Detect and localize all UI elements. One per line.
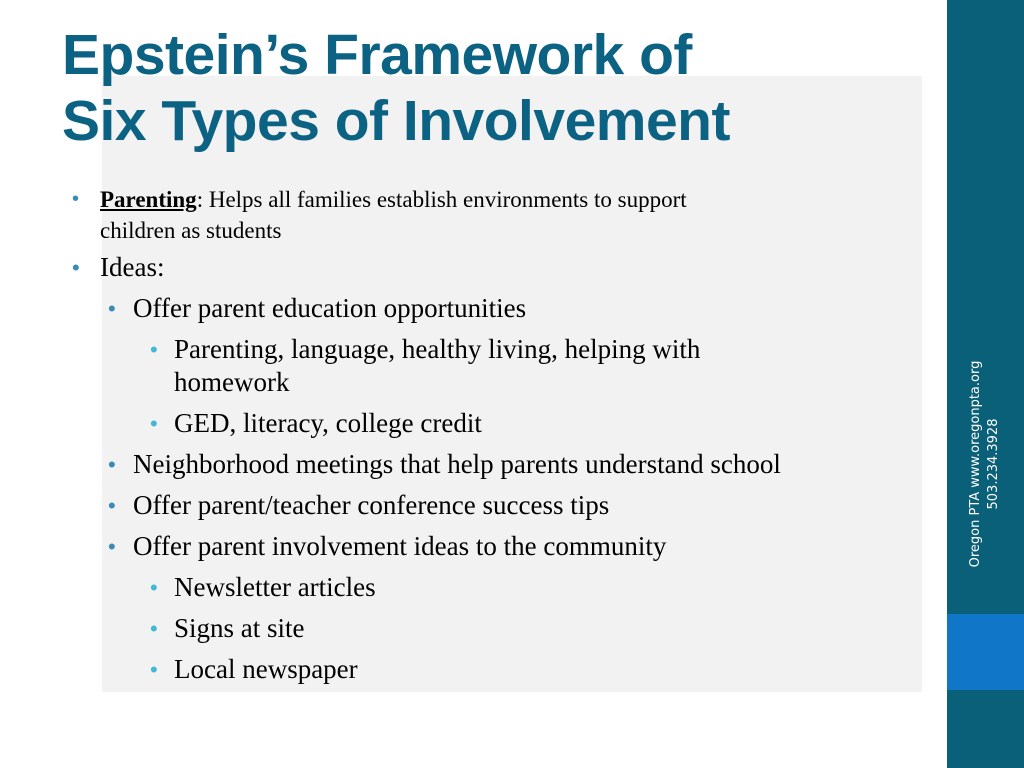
bullet-icon: •	[108, 296, 116, 321]
bullet-item-newsletter	[70, 571, 910, 604]
bullet-icon: •	[72, 255, 80, 280]
bullet-text: GED, literacy, college credit	[174, 408, 482, 438]
bullet-icon: •	[150, 411, 158, 436]
bullet-text: Offer parent/teacher conference success tips	[133, 490, 610, 520]
bullet-term-parenting: Parenting	[100, 187, 197, 212]
bullet-item-community-ideas	[70, 530, 910, 563]
slide-title	[62, 22, 932, 154]
bullet-item-ideas	[70, 251, 910, 284]
bullet-item-parenting-topics-continued	[70, 366, 910, 399]
bullet-item-parenting-topics	[70, 333, 910, 366]
bullet-text: Newsletter articles	[174, 572, 376, 602]
bullet-item-parenting-continued	[70, 215, 910, 246]
sidebar-phone: 503.234.3928	[986, 418, 1001, 510]
bullet-item-parent-education	[70, 292, 910, 325]
bullet-text: Neighborhood meetings that help parents understand school	[133, 449, 781, 479]
slide-title-line-2: Six Types of Involvement	[62, 89, 730, 153]
bullet-icon: •	[108, 534, 116, 559]
bullet-item-newspaper	[70, 653, 910, 686]
bullet-text: Offer parent involvement ideas to the community	[133, 531, 667, 561]
sidebar-contact-info	[967, 344, 1003, 584]
bullet-text: homework	[174, 367, 290, 397]
bullet-item-signs	[70, 612, 910, 645]
bullet-item-parenting	[70, 184, 910, 215]
bullet-text: Signs at site	[174, 613, 305, 643]
bullet-item-neighborhood-meetings	[70, 448, 910, 481]
bullet-item-conference-tips	[70, 489, 910, 522]
sidebar-org-url: Oregon PTA www.oregonpta.org	[968, 360, 983, 568]
bullet-icon: •	[108, 452, 116, 477]
bullet-text: Ideas:	[100, 252, 165, 282]
bullet-icon: •	[150, 575, 158, 600]
bullet-item-ged	[70, 407, 910, 440]
bullet-text: Offer parent education opportunities	[133, 293, 527, 323]
bullet-icon: •	[72, 188, 80, 210]
bullet-text: children as students	[100, 218, 282, 243]
sidebar-accent-block	[947, 614, 1024, 690]
slide-title-line-1: Epstein’s Framework of	[62, 23, 692, 87]
bullet-icon: •	[150, 616, 158, 641]
bullet-text: Parenting, language, healthy living, helping with	[174, 334, 701, 364]
bullet-text: Local newspaper	[174, 654, 358, 684]
bullet-list	[70, 184, 910, 694]
bullet-icon: •	[150, 657, 158, 682]
bullet-icon: •	[150, 337, 158, 362]
bullet-icon: •	[108, 493, 116, 518]
bullet-text: : Helps all families establish environments to support	[196, 187, 687, 212]
